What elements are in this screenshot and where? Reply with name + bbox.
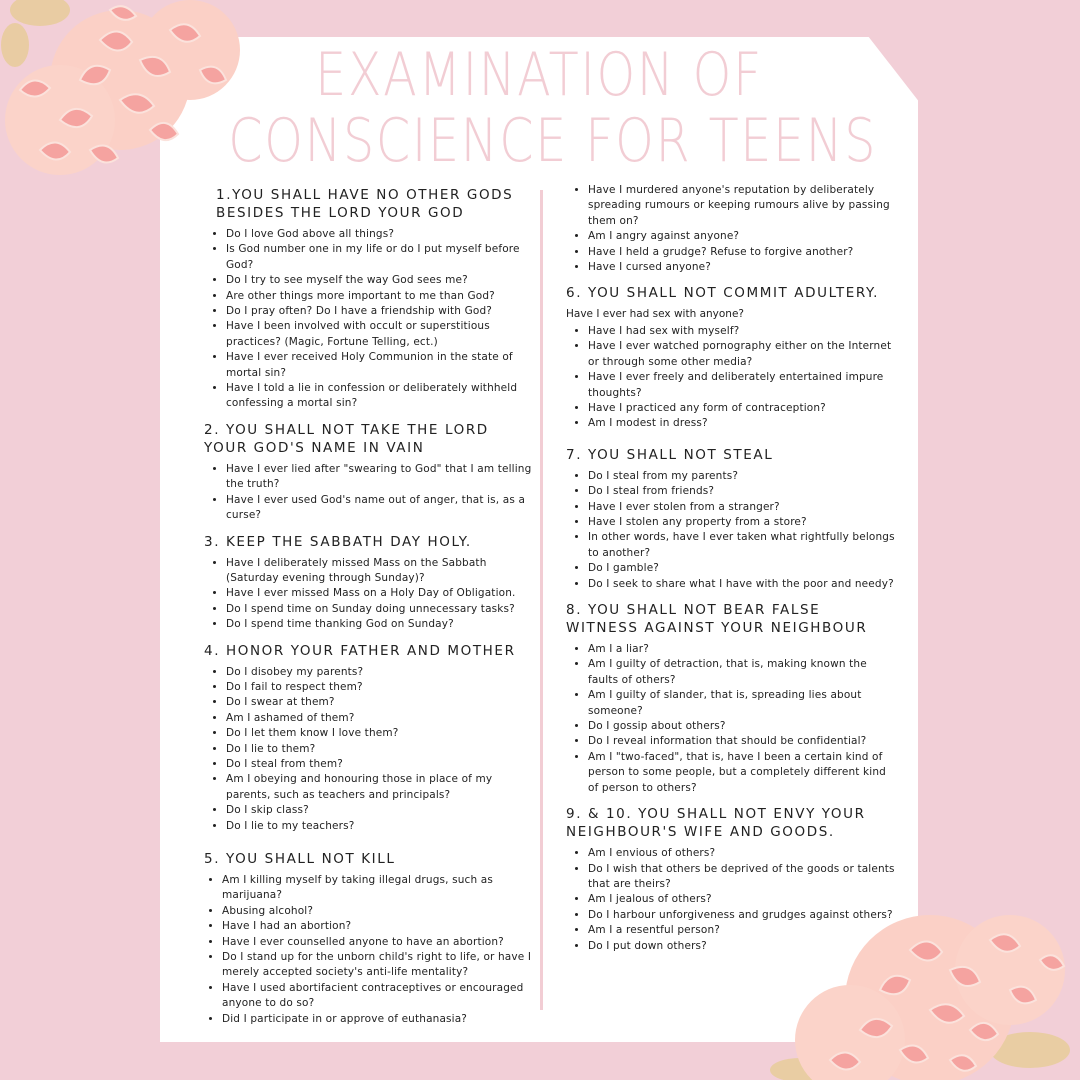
list-item: • Am I angry against anyone?	[588, 229, 896, 244]
left-column	[204, 186, 534, 1036]
section-heading: 1.YOU SHALL HAVE NO OTHER GODS BESIDES THE LORD YOUR GOD	[216, 187, 514, 221]
section-heading: 8. YOU SHALL NOT BEAR FALSE WITNESS AGAINST YOUR NEIGHBOUR	[566, 602, 868, 637]
list-item: • Is God number one in my life or do I put myself before God?	[226, 242, 534, 273]
section-commandment-1	[204, 186, 534, 412]
section-heading: 6. YOU SHALL NOT COMMIT ADULTERY.	[566, 285, 879, 302]
list-item: • Have I ever freely and deliberately entertained impure thoughts?	[588, 370, 896, 401]
question-list	[204, 873, 534, 1027]
list-item: • Am I guilty of detraction, that is, making known the faults of others?	[588, 657, 896, 688]
hydrangea-flowers-top-left	[0, 0, 260, 200]
question-list	[204, 227, 534, 412]
list-item: • Am I jealous of others?	[588, 892, 896, 907]
list-item: • Am I "two-faced", that is, have I been a certain kind of person to some people, but a completely different kind of person to others?	[588, 750, 896, 796]
list-item: • Are other things more important to me than God?	[226, 289, 534, 304]
question-list	[204, 462, 534, 524]
list-item: • Do I fail to respect them?	[226, 680, 534, 695]
list-item: • Do I put down others?	[588, 939, 896, 954]
list-item: • Have I stolen any property from a store?	[588, 515, 896, 530]
section-commandment-4	[204, 642, 534, 834]
list-item: • Am I obeying and honouring those in place of my parents, such as teachers and principals?	[226, 772, 534, 803]
list-item: • Have I ever stolen from a stranger?	[588, 500, 896, 515]
list-item: • Am I a resentful person?	[588, 923, 896, 938]
list-item: • Do I wish that others be deprived of the goods or talents that are theirs?	[588, 862, 896, 893]
list-item: • Have I been involved with occult or superstitious practices? (Magic, Fortune Telling, ect.)	[226, 319, 534, 350]
list-item: • Am I killing myself by taking illegal drugs, such as marijuana?	[222, 873, 534, 904]
list-item: • Do I reveal information that should be confidential?	[588, 734, 896, 749]
list-item: • Have I had sex with myself?	[588, 324, 896, 339]
list-item: • Do I spend time on Sunday doing unnecessary tasks?	[226, 602, 534, 617]
question-list	[566, 469, 896, 592]
list-item: • Did I participate in or approve of euthanasia?	[222, 1012, 534, 1027]
section-commandment-3	[204, 533, 534, 633]
section-heading: 7. YOU SHALL NOT STEAL	[566, 446, 774, 463]
column-divider	[540, 190, 543, 1010]
section-commandment-9-10	[566, 805, 896, 954]
list-item: • Do I harbour unforgiveness and grudges against others?	[588, 908, 896, 923]
list-item: • Have I deliberately missed Mass on the Sabbath (Saturday evening through Sunday)?	[226, 556, 534, 587]
list-item: • Do I steal from them?	[226, 757, 534, 772]
list-item: • Abusing alcohol?	[222, 904, 534, 919]
list-item: • Have I told a lie in confession or deliberately withheld confessing a mortal sin?	[226, 381, 534, 412]
list-item: • Do I stand up for the unborn child's right to life, or have I merely accepted society's anti-life mentality?	[222, 950, 534, 981]
list-item: • Do I gossip about others?	[588, 719, 896, 734]
section-heading: 5. YOU SHALL NOT KILL	[204, 851, 396, 867]
section-heading: 3. KEEP THE SABBATH DAY HOLY.	[204, 533, 472, 550]
list-item: • Do I gamble?	[588, 561, 896, 576]
list-item: • Do I steal from friends?	[588, 484, 896, 499]
list-item: • Am I ashamed of them?	[226, 711, 534, 726]
question-list	[566, 846, 896, 954]
list-item: • Am I envious of others?	[588, 846, 896, 861]
list-item: • Have I murdered anyone's reputation by deliberately spreading rumours or keeping rumours alive by passing them on?	[588, 183, 896, 229]
section-commandment-2	[204, 421, 534, 524]
page-title	[228, 40, 878, 176]
section-commandment-5	[204, 850, 534, 1027]
list-item: • Have I ever watched pornography either on the Internet or through some other media?	[588, 339, 896, 370]
list-item: • Do I skip class?	[226, 803, 534, 818]
list-item: • Do I try to see myself the way God sees me?	[226, 273, 534, 288]
list-item: • Am I guilty of slander, that is, spreading lies about someone?	[588, 688, 896, 719]
section-heading: 9. & 10. YOU SHALL NOT ENVY YOUR NEIGHBOUR'S WIFE AND GOODS.	[566, 806, 866, 841]
list-item: • Have I held a grudge? Refuse to forgive another?	[588, 245, 896, 260]
list-item: • Have I practiced any form of contraception?	[588, 401, 896, 416]
list-item: • Do I lie to my teachers?	[226, 819, 534, 834]
section-commandment-5-continued	[566, 183, 896, 275]
section-intro: Have I ever had sex with anyone?	[566, 308, 744, 321]
list-item: • Have I ever lied after "swearing to God" that I am telling the truth?	[226, 462, 534, 493]
section-heading: 4. HONOR YOUR FATHER AND MOTHER	[204, 642, 516, 659]
list-item: • Have I ever received Holy Communion in the state of mortal sin?	[226, 350, 534, 381]
right-column	[566, 183, 896, 963]
question-list	[204, 665, 534, 834]
section-heading: 2. YOU SHALL NOT TAKE THE LORD YOUR GOD'S NAME IN VAIN	[204, 421, 489, 456]
list-item: • Have I ever used God's name out of anger, that is, as a curse?	[226, 493, 534, 524]
list-item: • Do I let them know I love them?	[226, 726, 534, 741]
list-item: • Do I seek to share what I have with the poor and needy?	[588, 577, 896, 592]
list-item: • Do I swear at them?	[226, 695, 534, 710]
question-list	[566, 324, 896, 432]
list-item: • Have I ever missed Mass on a Holy Day of Obligation.	[226, 586, 534, 601]
list-item: • Am I modest in dress?	[588, 416, 896, 431]
question-list	[204, 556, 534, 633]
list-item: • Have I cursed anyone?	[588, 260, 896, 275]
section-commandment-8	[566, 601, 896, 796]
section-commandment-7	[566, 446, 896, 592]
list-item: • Do I spend time thanking God on Sunday?	[226, 617, 534, 632]
list-item: • Do I disobey my parents?	[226, 665, 534, 680]
title-line-2: CONSCIENCE FOR TEENS	[228, 106, 878, 176]
list-item: • Do I steal from my parents?	[588, 469, 896, 484]
list-item: • Do I love God above all things?	[226, 227, 534, 242]
list-item: • In other words, have I ever taken what rightfully belongs to another?	[588, 530, 896, 561]
list-item: • Have I ever counselled anyone to have an abortion?	[222, 935, 534, 950]
list-item: • Have I used abortifacient contraceptives or encouraged anyone to do so?	[222, 981, 534, 1012]
question-list	[566, 642, 896, 796]
list-item: • Do I pray often? Do I have a friendship with God?	[226, 304, 534, 319]
list-item: • Do I lie to them?	[226, 742, 534, 757]
title-line-1: EXAMINATION OF	[315, 40, 763, 110]
question-list	[566, 183, 896, 275]
section-commandment-6	[566, 284, 896, 431]
list-item: • Have I had an abortion?	[222, 919, 534, 934]
list-item: • Am I a liar?	[588, 642, 896, 657]
